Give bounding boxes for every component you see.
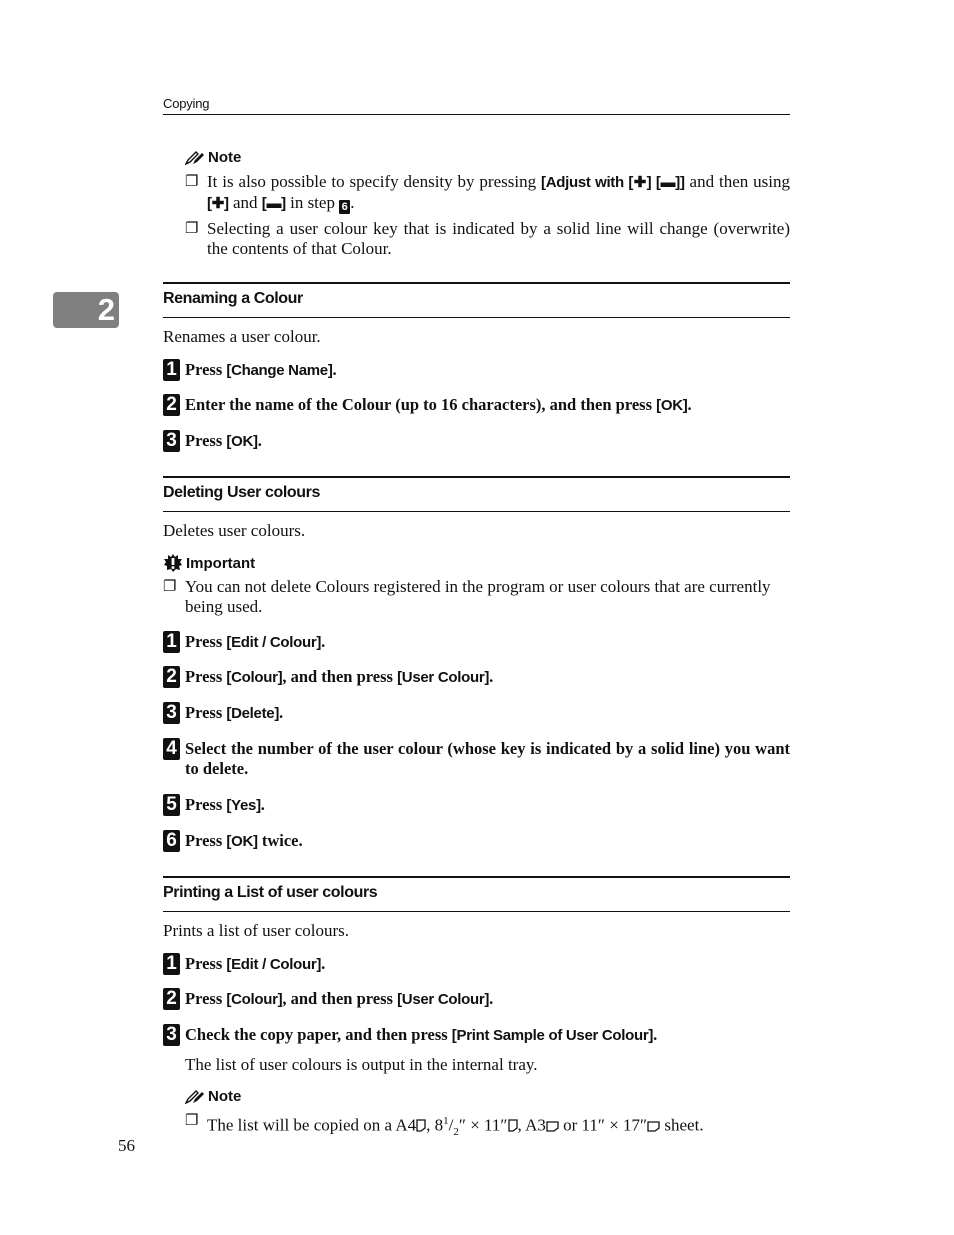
step-item: 1 Press [Edit / Colour]. (163, 954, 790, 975)
section-title: Renaming a Colour (163, 290, 303, 307)
step-result: The list of user colours is output in the internal tray. (185, 1055, 538, 1074)
step-number-icon: 4 (163, 738, 180, 760)
key-label: [User Colour] (397, 669, 490, 686)
chapter-number: 2 (97, 292, 115, 327)
chapter-tab (53, 292, 119, 328)
paper-landscape-icon (546, 1121, 559, 1132)
key-label: [Colour] (226, 669, 283, 686)
checkbox-bullet-icon: ❐ (185, 174, 199, 190)
note-item (185, 219, 790, 259)
important-icon (163, 553, 183, 573)
key-label: [Yes] (226, 797, 261, 814)
section-rule (163, 476, 790, 478)
section-intro: Deletes user colours. (163, 521, 306, 540)
pencil-note-icon (185, 150, 205, 166)
section-title: Printing a List of user colours (163, 884, 378, 901)
step-item: 3 Press [OK]. (163, 431, 790, 452)
section-rule (163, 876, 790, 878)
key-label: [Delete] (226, 705, 280, 722)
key-label: [Print Sample of User Colour] (451, 1027, 654, 1044)
paper-portrait-icon (416, 1119, 426, 1132)
checkbox-bullet-icon: ❐ (185, 221, 199, 237)
section-rule (163, 317, 790, 318)
key-label: [User Colour] (397, 991, 490, 1008)
step-item: 2 Press [Colour], and then press [User Colour]. (163, 989, 790, 1010)
step-number-icon: 1 (163, 953, 180, 975)
key-label: [OK] (656, 397, 688, 414)
note-heading-label: Note (208, 149, 242, 166)
step-item: 2 Enter the name of the Colour (up to 16 characters), and then press [OK]. (163, 395, 790, 416)
header-rule (163, 114, 790, 115)
step-number-icon: 3 (163, 1024, 180, 1046)
running-head: Copying (163, 96, 210, 111)
section-intro: Renames a user colour. (163, 327, 321, 346)
step-item: 5 Press [Yes]. (163, 795, 790, 816)
note-item: ❐ It is also possible to specify density by pressing [Adjust with [✚] [▬]] and then using [✚] and [▬] in step 6 . (185, 172, 790, 213)
section-title: Deleting User colours (163, 484, 320, 501)
step-number-icon: 1 (163, 631, 180, 653)
plus-key: [✚] (207, 195, 229, 212)
minus-key: [▬] (261, 195, 286, 212)
key-label: [Change Name] (226, 362, 333, 379)
note-text: Selecting a user colour key that is indicated by a solid line will change (overwrite) the contents of that Colour. (207, 219, 790, 258)
step-number-icon: 3 (163, 430, 180, 452)
note-text: It is also possible to specify density by pressing (207, 172, 541, 191)
important-heading (163, 553, 255, 573)
step-number-icon: 2 (163, 988, 180, 1010)
key-label: [Edit / Colour] (226, 634, 322, 651)
step-item: 6 Press [OK] twice. (163, 831, 790, 852)
key-label: [OK] (226, 833, 258, 850)
page-number: 56 (118, 1136, 135, 1155)
note-heading (185, 149, 241, 166)
key-label: [Colour] (226, 991, 283, 1008)
minus-icon: ▬ (660, 174, 676, 191)
key-label: [OK] (226, 433, 258, 450)
step-number-icon: 6 (163, 830, 180, 852)
note-heading (185, 1088, 241, 1105)
step-item: 2 Press [Colour], and then press [User Colour]. (163, 667, 790, 688)
plus-icon: ✚ (211, 195, 224, 212)
checkbox-bullet-icon: ❐ (163, 579, 177, 595)
plus-icon: ✚ (633, 174, 647, 191)
step-item: 1 Press [Edit / Colour]. (163, 632, 790, 653)
step-reference-icon: 6 (339, 200, 350, 214)
minus-icon: ▬ (266, 195, 282, 212)
step-number-icon: 5 (163, 794, 180, 816)
paper-portrait-icon (508, 1119, 518, 1132)
key-label: [Edit / Colour] (226, 956, 322, 973)
important-text: You can not delete Colours registered in the program or user colours that are currently being used. (185, 577, 771, 616)
note-heading-label: Note (208, 1088, 242, 1105)
step-number-icon: 3 (163, 702, 180, 724)
step-number-icon: 2 (163, 666, 180, 688)
section-rule (163, 911, 790, 912)
important-item (163, 577, 790, 617)
step-item: 1 Press [Change Name]. (163, 360, 790, 381)
adjust-key: [Adjust with [✚] [▬]] (541, 174, 685, 191)
paper-landscape-icon (647, 1121, 660, 1132)
note-item: ❐ The list will be copied on a A4 , $8^1/_2'' \times 11''$ , A3 or 11″ × 17″ sheet. (185, 1113, 704, 1139)
section-rule (163, 282, 790, 284)
step-number-icon: 2 (163, 394, 180, 416)
checkbox-bullet-icon: ❐ (185, 1113, 199, 1129)
pencil-note-icon (185, 1089, 205, 1105)
step-item: 3 Check the copy paper, and then press [Print Sample of User Colour]. (163, 1025, 790, 1046)
step-item: 3 Press [Delete]. (163, 703, 790, 724)
step-item: 4 Select the number of the user colour (whose key is indicated by a solid line) you want to delete. (163, 739, 790, 779)
section-intro: Prints a list of user colours. (163, 921, 350, 940)
important-heading-label: Important (186, 554, 256, 572)
section-rule (163, 511, 790, 512)
step-number-icon: 1 (163, 359, 180, 381)
